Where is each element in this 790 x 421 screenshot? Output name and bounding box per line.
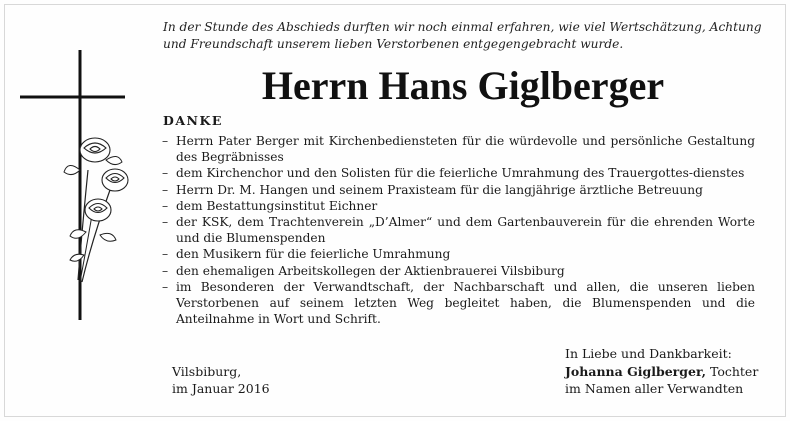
dash: – [162, 198, 169, 213]
place-city: Vilsbiburg, [172, 364, 242, 379]
closing-line: In Liebe und Dankbarkeit: [565, 346, 732, 361]
list-item [160, 214, 755, 246]
list-item-text: im Besonderen der Verwandtschaft, der Nachbarschaft und allen, die unseren lieben Verstorbenen auf seinem letzten Weg begleitet haben, die Blumenspenden und die Anteilnahme in Wort und Schrift. [176, 279, 755, 327]
cross-with-roses-icon [20, 20, 140, 320]
signer-name: Johanna Giglberger, [565, 364, 706, 379]
place-date [172, 364, 270, 397]
list-item [160, 165, 755, 181]
signer-note: im Namen aller Verwandten [565, 380, 744, 396]
signature-line [565, 364, 758, 381]
dash: – [162, 279, 169, 294]
list-item [160, 198, 755, 214]
dash: – [162, 215, 169, 230]
signature-block [565, 364, 758, 397]
list-item-text: dem Bestattungsinstitut Eichner [176, 198, 378, 213]
dash: – [162, 182, 169, 197]
list-item [160, 182, 755, 198]
list-item-text: dem Kirchenchor und den Solisten für die feierliche Umrahmung des Trauergottes-dienstes [176, 166, 745, 181]
thanks-list [160, 133, 755, 327]
list-item-text: den ehemaligen Arbeitskollegen der Aktienbrauerei Vilsbiburg [176, 263, 565, 278]
list-item-text: den Musikern für die feierliche Umrahmung [176, 247, 451, 262]
place-month: im Januar 2016 [172, 380, 270, 396]
dash: – [162, 247, 169, 262]
list-item-text: Herrn Dr. M. Hangen und seinem Praxisteam für die langjährige ärztliche Betreuung [176, 182, 703, 197]
deceased-name: Herrn Hans Giglberger [261, 63, 665, 108]
dash: – [162, 263, 169, 278]
list-item [160, 246, 755, 262]
list-item [160, 133, 755, 165]
danke-heading: DANKE [163, 113, 223, 128]
signer-relation: Tochter [705, 364, 759, 379]
list-item [160, 279, 755, 328]
list-item-text: der KSK, dem Trachtenverein „D’Almer“ und dem Gartenbauverein für die ehrenden Worte und die Blumenspenden [176, 215, 755, 246]
intro-text: In der Stunde des Abschieds durften wir noch einmal erfahren, wie viel Wertschätzung, Achtung und Freundschaft unserem lieben Verstorbenen entgegengebracht wurde. [163, 20, 762, 51]
dash: – [162, 166, 169, 181]
list-item-text: Herrn Pater Berger mit Kirchenbediensteten für die würdevolle und persönliche Gestaltung des Begräbnisses [176, 134, 755, 165]
list-item [160, 263, 755, 279]
dash: – [162, 134, 169, 148]
